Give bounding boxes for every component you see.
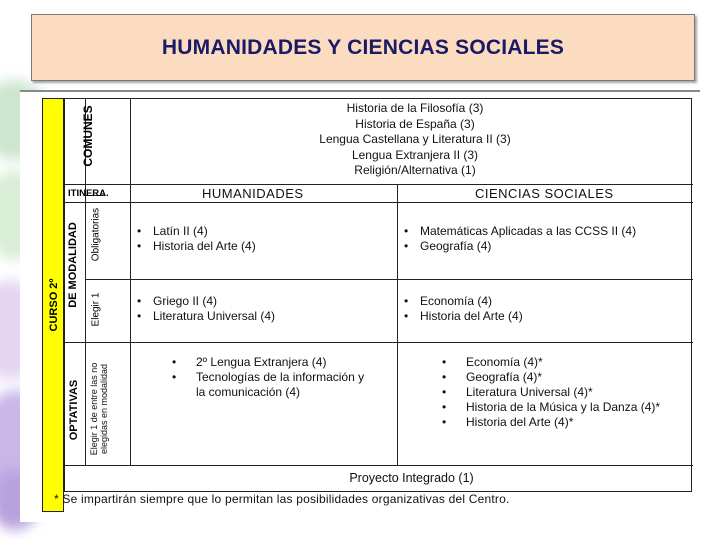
list-item: • 2º Lengua Extranjera (4) xyxy=(170,355,370,370)
elegir-cs-list xyxy=(402,294,682,324)
optativas-label: OPTATIVAS xyxy=(68,379,80,441)
comunes-item: Lengua Extranjera II (3) xyxy=(351,147,479,162)
footnote: * Se impartirán siempre que lo permitan las posibilidades organizativas del Centro. xyxy=(54,492,510,506)
ciencias-sociales-header: CIENCIAS SOCIALES xyxy=(475,186,614,201)
humanidades-header: HUMANIDADES xyxy=(202,186,304,201)
list-item: • Historia de la Música y la Danza (4)* xyxy=(440,400,685,415)
page-title: HUMANIDADES Y CIENCIAS SOCIALES xyxy=(161,35,565,59)
optativas-sub-label: Elegir 1 de entre las no elegidas en modalidad xyxy=(89,362,109,456)
comunes-list xyxy=(265,101,565,179)
comunes-item: Religión/Alternativa (1) xyxy=(354,163,476,177)
elegir-label: Elegir 1 xyxy=(90,292,102,327)
schedule-table-image xyxy=(20,90,700,522)
comunes-item: Historia de la Filosofía (3) xyxy=(346,101,484,115)
elegir-hum-list xyxy=(135,294,390,324)
list-item: • Economía (4) xyxy=(402,294,682,309)
modalidad-label: DE MODALIDAD xyxy=(67,222,79,308)
list-item: • Literatura Universal (4) xyxy=(135,309,390,324)
obligatorias-cs-list xyxy=(402,224,692,254)
optativas-hum-list xyxy=(170,355,370,400)
title-banner xyxy=(31,14,695,81)
schedule-grid xyxy=(64,98,692,492)
list-item: • Historia del Arte (4) xyxy=(402,309,682,324)
comunes-label: COMUNES xyxy=(81,105,95,167)
comunes-item: Lengua Castellana y Literatura II (3) xyxy=(319,132,511,146)
curso-column xyxy=(42,98,64,512)
list-item: • Historia del Arte (4) xyxy=(135,239,390,254)
list-item: • Economía (4)* xyxy=(440,355,685,370)
list-item: • Geografía (4) xyxy=(402,239,692,254)
comunes-item: Historia de España (3) xyxy=(355,116,475,131)
proyecto-integrado: Proyecto Integrado (1) xyxy=(349,471,474,485)
itinerario-label: ITINERA. xyxy=(68,188,109,199)
list-item: • Literatura Universal (4)* xyxy=(440,385,685,400)
list-item: • Tecnologías de la información y la comunicación (4) xyxy=(170,370,370,400)
obligatorias-hum-list xyxy=(135,224,390,254)
list-item: • Geografía (4)* xyxy=(440,370,685,385)
list-item: • Matemáticas Aplicadas a las CCSS II (4) xyxy=(402,224,692,239)
list-item: • Griego II (4) xyxy=(135,294,390,309)
obligatorias-label: Obligatorias xyxy=(90,207,102,262)
optativas-cs-list xyxy=(440,355,685,430)
list-item: • Latín II (4) xyxy=(135,224,390,239)
list-item: • Historia del Arte (4)* xyxy=(440,415,685,430)
curso-label: CURSO 2º xyxy=(48,278,60,332)
